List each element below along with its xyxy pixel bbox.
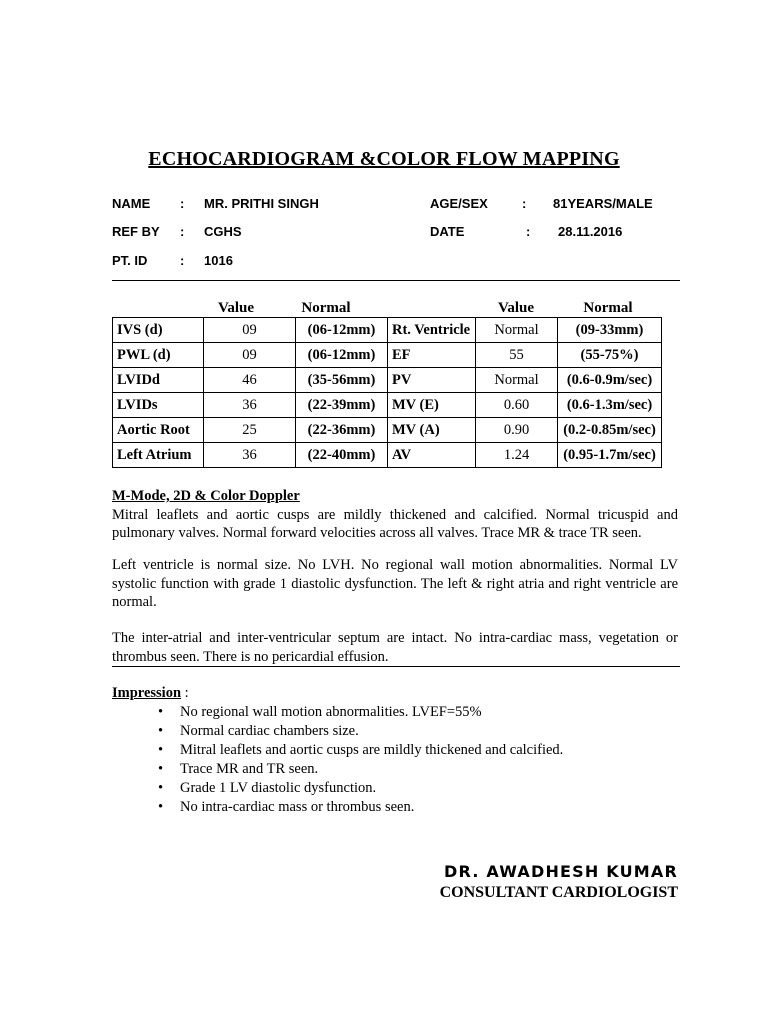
- agesex-separator: :: [522, 196, 527, 211]
- table-row: [113, 393, 662, 418]
- cell-right-value: 55: [476, 343, 558, 368]
- cell-right-label: MV (A): [388, 418, 476, 443]
- findings-heading: M-Mode, 2D & Color Doppler: [112, 488, 300, 504]
- cell-left-label: IVS (d): [113, 318, 204, 343]
- cell-left-value: 46: [204, 368, 296, 393]
- divider-top: [112, 280, 680, 281]
- cell-left-normal: (06-12mm): [296, 318, 388, 343]
- cell-left-normal: (06-12mm): [296, 343, 388, 368]
- findings-para-2: Left ventricle is normal size. No LVH. No regional wall motion abnormalities. Normal LV systolic function with grade 1 diastolic dysfunction. The left & right atria and right ventricle are normal.: [112, 557, 678, 610]
- cell-right-value: 0.90: [476, 418, 558, 443]
- impression-item-text: No regional wall motion abnormalities. LVEF=55%: [180, 704, 482, 720]
- findings-para-1: Mitral leaflets and aortic cusps are mildly thickened and calcified. Normal tricuspid and pulmonary valves. Normal forward velocities across all valves. Trace MR & trace TR seen.: [112, 506, 678, 541]
- cell-left-label: LVIDd: [113, 368, 204, 393]
- ptid-label: PT. ID: [112, 253, 148, 268]
- report-title-text: ECHOCARDIOGRAM &COLOR FLOW MAPPING: [148, 148, 620, 170]
- cell-left-value: 36: [204, 443, 296, 468]
- bullet-icon: •: [158, 761, 164, 777]
- cell-right-normal: (0.6-1.3m/sec): [558, 393, 662, 418]
- ptid-separator: :: [180, 253, 185, 268]
- table-row: [113, 368, 662, 393]
- impression-item-text: Trace MR and TR seen.: [180, 761, 319, 777]
- cell-left-normal: (22-36mm): [296, 418, 388, 443]
- cell-left-value: 36: [204, 393, 296, 418]
- cell-right-label: PV: [388, 368, 476, 393]
- findings-section: [112, 487, 678, 543]
- doctor-name: DR. AWADHESH KUMAR: [444, 862, 678, 881]
- table-row: [113, 318, 662, 343]
- table-row: [113, 343, 662, 368]
- measurements-body: [113, 318, 662, 468]
- name-separator: :: [180, 196, 185, 211]
- impression-item-text: Mitral leaflets and aortic cusps are mildly thickened and calcified.: [180, 742, 564, 758]
- impression-colon: :: [181, 685, 189, 701]
- cell-right-normal: (0.95-1.7m/sec): [558, 443, 662, 468]
- date-label: DATE: [430, 224, 465, 239]
- list-item: [158, 760, 563, 779]
- impression-item-text: Grade 1 LV diastolic dysfunction.: [180, 780, 377, 796]
- agesex-value: 81YEARS/MALE: [553, 196, 653, 211]
- cell-left-normal: (35-56mm): [296, 368, 388, 393]
- cell-left-label: LVIDs: [113, 393, 204, 418]
- divider-bottom: [112, 666, 680, 667]
- impression-list: [158, 703, 563, 817]
- cell-right-value: Normal: [476, 368, 558, 393]
- cell-left-value: 09: [204, 343, 296, 368]
- cell-right-normal: (09-33mm): [558, 318, 662, 343]
- cell-left-normal: (22-40mm): [296, 443, 388, 468]
- bullet-icon: •: [158, 742, 164, 758]
- findings-para-3: The inter-atrial and inter-ventricular septum are intact. No intra-cardiac mass, vegetation or thrombus seen. There is no pericardial effusion.: [112, 630, 678, 665]
- impression-item-text: Normal cardiac chambers size.: [180, 723, 359, 739]
- header-normal-left: Normal: [301, 300, 351, 316]
- cell-left-normal: (22-39mm): [296, 393, 388, 418]
- list-item: [158, 722, 563, 741]
- cell-right-value: 1.24: [476, 443, 558, 468]
- doctor-designation: CONSULTANT CARDIOLOGIST: [439, 884, 678, 901]
- cell-right-normal: (0.2-0.85m/sec): [558, 418, 662, 443]
- list-item: [158, 798, 563, 817]
- cell-right-value: Normal: [476, 318, 558, 343]
- refby-label: REF BY: [112, 224, 160, 239]
- cell-right-normal: (0.6-0.9m/sec): [558, 368, 662, 393]
- refby-separator: :: [180, 224, 185, 239]
- list-item: [158, 779, 563, 798]
- cell-left-label: Aortic Root: [113, 418, 204, 443]
- header-value-right: Value: [497, 300, 535, 316]
- report-title: [0, 148, 768, 171]
- measurements-table: [112, 317, 662, 468]
- cell-left-value: 25: [204, 418, 296, 443]
- bullet-icon: •: [158, 704, 164, 720]
- list-item: [158, 741, 563, 760]
- name-label: NAME: [112, 196, 151, 211]
- impression-item-text: No intra-cardiac mass or thrombus seen.: [180, 799, 415, 815]
- refby-value: CGHS: [204, 224, 242, 239]
- table-row: [113, 443, 662, 468]
- table-row: [113, 418, 662, 443]
- cell-right-value: 0.60: [476, 393, 558, 418]
- cell-right-normal: (55-75%): [558, 343, 662, 368]
- cell-right-label: Rt. Ventricle: [388, 318, 476, 343]
- impression-heading: Impression: [112, 685, 182, 701]
- cell-left-label: Left Atrium: [113, 443, 204, 468]
- date-value: 28.11.2016: [558, 224, 623, 239]
- header-normal-right: Normal: [583, 300, 633, 316]
- ptid-value: 1016: [204, 253, 233, 268]
- cell-left-value: 09: [204, 318, 296, 343]
- bullet-icon: •: [158, 799, 164, 815]
- bullet-icon: •: [158, 723, 164, 739]
- date-separator: :: [526, 224, 531, 239]
- header-value-left: Value: [217, 300, 255, 316]
- impression-section: [112, 685, 189, 702]
- agesex-label: AGE/SEX: [430, 196, 488, 211]
- cell-right-label: AV: [388, 443, 476, 468]
- name-value: MR. PRITHI SINGH: [204, 196, 319, 211]
- cell-right-label: MV (E): [388, 393, 476, 418]
- list-item: [158, 703, 563, 722]
- bullet-icon: •: [158, 780, 164, 796]
- cell-right-label: EF: [388, 343, 476, 368]
- cell-left-label: PWL (d): [113, 343, 204, 368]
